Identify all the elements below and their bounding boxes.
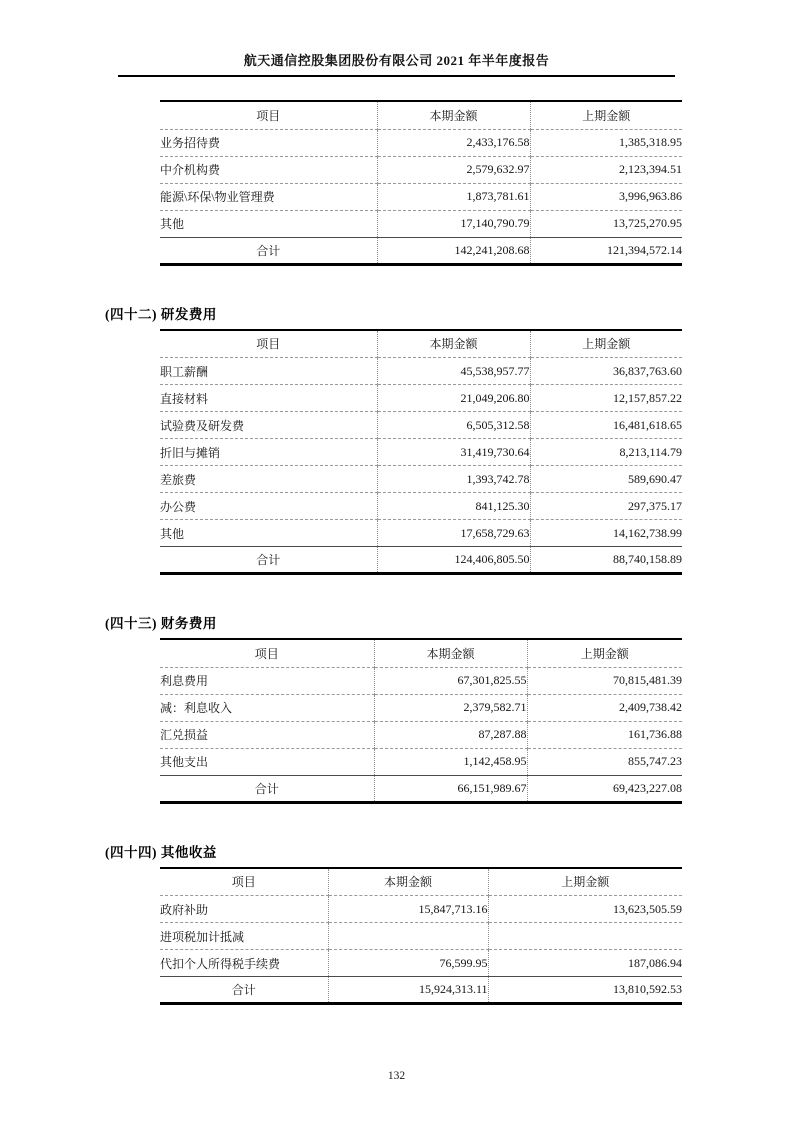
total-row <box>160 547 682 574</box>
section-heading: (四十二) 研发费用 <box>105 306 217 322</box>
total-row <box>160 977 682 1004</box>
prior-amount: 2,409,738.42 <box>527 694 682 721</box>
table-row <box>160 412 682 439</box>
prior-amount: 14,162,738.99 <box>530 520 682 547</box>
current-amount: 124,406,805.50 <box>377 547 530 574</box>
col-header-item: 项目 <box>160 330 377 358</box>
row-label: 政府补助 <box>160 896 328 923</box>
table-row <box>160 748 682 775</box>
financial-table <box>160 100 682 266</box>
col-header-prior-amount: 上期金额 <box>488 868 682 896</box>
current-amount: 45,538,957.77 <box>377 358 530 385</box>
col-header-prior-amount: 上期金额 <box>527 639 682 667</box>
col-header-item: 项目 <box>160 639 374 667</box>
prior-amount: 13,623,505.59 <box>488 896 682 923</box>
row-label: 办公费 <box>160 493 377 520</box>
current-amount: 2,433,176.58 <box>377 129 530 156</box>
report-section <box>160 100 684 266</box>
current-amount: 17,658,729.63 <box>377 520 530 547</box>
row-label: 合计 <box>160 977 328 1004</box>
prior-amount: 70,815,481.39 <box>527 667 682 694</box>
report-header-title: 航天通信控股集团股份有限公司 2021 年半年度报告 <box>118 0 675 77</box>
prior-amount: 1,385,318.95 <box>530 129 682 156</box>
prior-amount: 2,123,394.51 <box>530 156 682 183</box>
table-row <box>160 439 682 466</box>
prior-amount: 69,423,227.08 <box>527 775 682 802</box>
row-label: 合计 <box>160 547 377 574</box>
prior-amount: 121,394,572.14 <box>530 237 682 264</box>
current-amount: 66,151,989.67 <box>374 775 527 802</box>
table-row <box>160 721 682 748</box>
table-header-row <box>160 101 682 129</box>
row-label: 其他 <box>160 210 377 237</box>
current-amount: 87,287.88 <box>374 721 527 748</box>
table-header-row <box>160 639 682 667</box>
table-header-row <box>160 330 682 358</box>
table-row <box>160 950 682 977</box>
current-amount: 76,599.95 <box>328 950 488 977</box>
table-row <box>160 520 682 547</box>
row-label: 职工薪酬 <box>160 358 377 385</box>
col-header-prior-amount: 上期金额 <box>530 330 682 358</box>
current-amount: 1,142,458.95 <box>374 748 527 775</box>
current-amount: 1,393,742.78 <box>377 466 530 493</box>
col-header-item: 项目 <box>160 868 328 896</box>
current-amount: 15,847,713.16 <box>328 896 488 923</box>
current-amount: 2,379,582.71 <box>374 694 527 721</box>
current-amount <box>328 923 488 950</box>
current-amount: 142,241,208.68 <box>377 237 530 264</box>
report-section <box>105 841 684 1006</box>
prior-amount <box>488 923 682 950</box>
prior-amount: 589,690.47 <box>530 466 682 493</box>
prior-amount: 187,086.94 <box>488 950 682 977</box>
report-body <box>105 100 684 1005</box>
prior-amount: 12,157,857.22 <box>530 385 682 412</box>
current-amount: 841,125.30 <box>377 493 530 520</box>
prior-amount: 3,996,963.86 <box>530 183 682 210</box>
total-row <box>160 237 682 264</box>
current-amount: 17,140,790.79 <box>377 210 530 237</box>
row-label: 汇兑损益 <box>160 721 374 748</box>
current-amount: 67,301,825.55 <box>374 667 527 694</box>
financial-table <box>160 329 682 576</box>
row-label: 利息费用 <box>160 667 374 694</box>
prior-amount: 88,740,158.89 <box>530 547 682 574</box>
col-header-prior-amount: 上期金额 <box>530 101 682 129</box>
report-section <box>105 612 684 804</box>
prior-amount: 8,213,114.79 <box>530 439 682 466</box>
section-heading: (四十三) 财务费用 <box>105 616 217 631</box>
table-row <box>160 466 682 493</box>
current-amount: 31,419,730.64 <box>377 439 530 466</box>
col-header-current-amount: 本期金额 <box>377 101 530 129</box>
table-row <box>160 385 682 412</box>
table-row <box>160 493 682 520</box>
row-label: 能源\环保\物业管理费 <box>160 183 377 210</box>
col-header-current-amount: 本期金额 <box>374 639 527 667</box>
current-amount: 2,579,632.97 <box>377 156 530 183</box>
table-row <box>160 210 682 237</box>
prior-amount: 297,375.17 <box>530 493 682 520</box>
row-label: 合计 <box>160 237 377 264</box>
col-header-current-amount: 本期金额 <box>377 330 530 358</box>
prior-amount: 16,481,618.65 <box>530 412 682 439</box>
total-row <box>160 775 682 802</box>
prior-amount: 36,837,763.60 <box>530 358 682 385</box>
page-footer <box>0 1070 793 1082</box>
financial-table <box>160 867 682 1006</box>
row-label: 代扣个人所得税手续费 <box>160 950 328 977</box>
table-row <box>160 129 682 156</box>
table-row <box>160 183 682 210</box>
report-section <box>105 303 684 576</box>
row-label: 试验费及研发费 <box>160 412 377 439</box>
table-row <box>160 667 682 694</box>
current-amount: 6,505,312.58 <box>377 412 530 439</box>
row-label: 其他支出 <box>160 748 374 775</box>
row-label: 直接材料 <box>160 385 377 412</box>
table-row <box>160 923 682 950</box>
current-amount: 21,049,206.80 <box>377 385 530 412</box>
row-label: 进项税加计抵减 <box>160 923 328 950</box>
page-number: 132 <box>387 1070 406 1082</box>
col-header-item: 项目 <box>160 101 377 129</box>
current-amount: 1,873,781.61 <box>377 183 530 210</box>
row-label: 折旧与摊销 <box>160 439 377 466</box>
prior-amount: 13,725,270.95 <box>530 210 682 237</box>
table-row <box>160 694 682 721</box>
row-label: 差旅费 <box>160 466 377 493</box>
row-label: 减：利息收入 <box>160 694 374 721</box>
table-row <box>160 896 682 923</box>
current-amount: 15,924,313.11 <box>328 977 488 1004</box>
row-label: 合计 <box>160 775 374 802</box>
prior-amount: 855,747.23 <box>527 748 682 775</box>
row-label: 其他 <box>160 520 377 547</box>
table-row <box>160 358 682 385</box>
row-label: 中介机构费 <box>160 156 377 183</box>
col-header-current-amount: 本期金额 <box>328 868 488 896</box>
section-heading: (四十四) 其他收益 <box>105 844 217 860</box>
prior-amount: 161,736.88 <box>527 721 682 748</box>
financial-table <box>160 638 682 804</box>
table-header-row <box>160 868 682 896</box>
prior-amount: 13,810,592.53 <box>488 977 682 1004</box>
table-row <box>160 156 682 183</box>
row-label: 业务招待费 <box>160 129 377 156</box>
